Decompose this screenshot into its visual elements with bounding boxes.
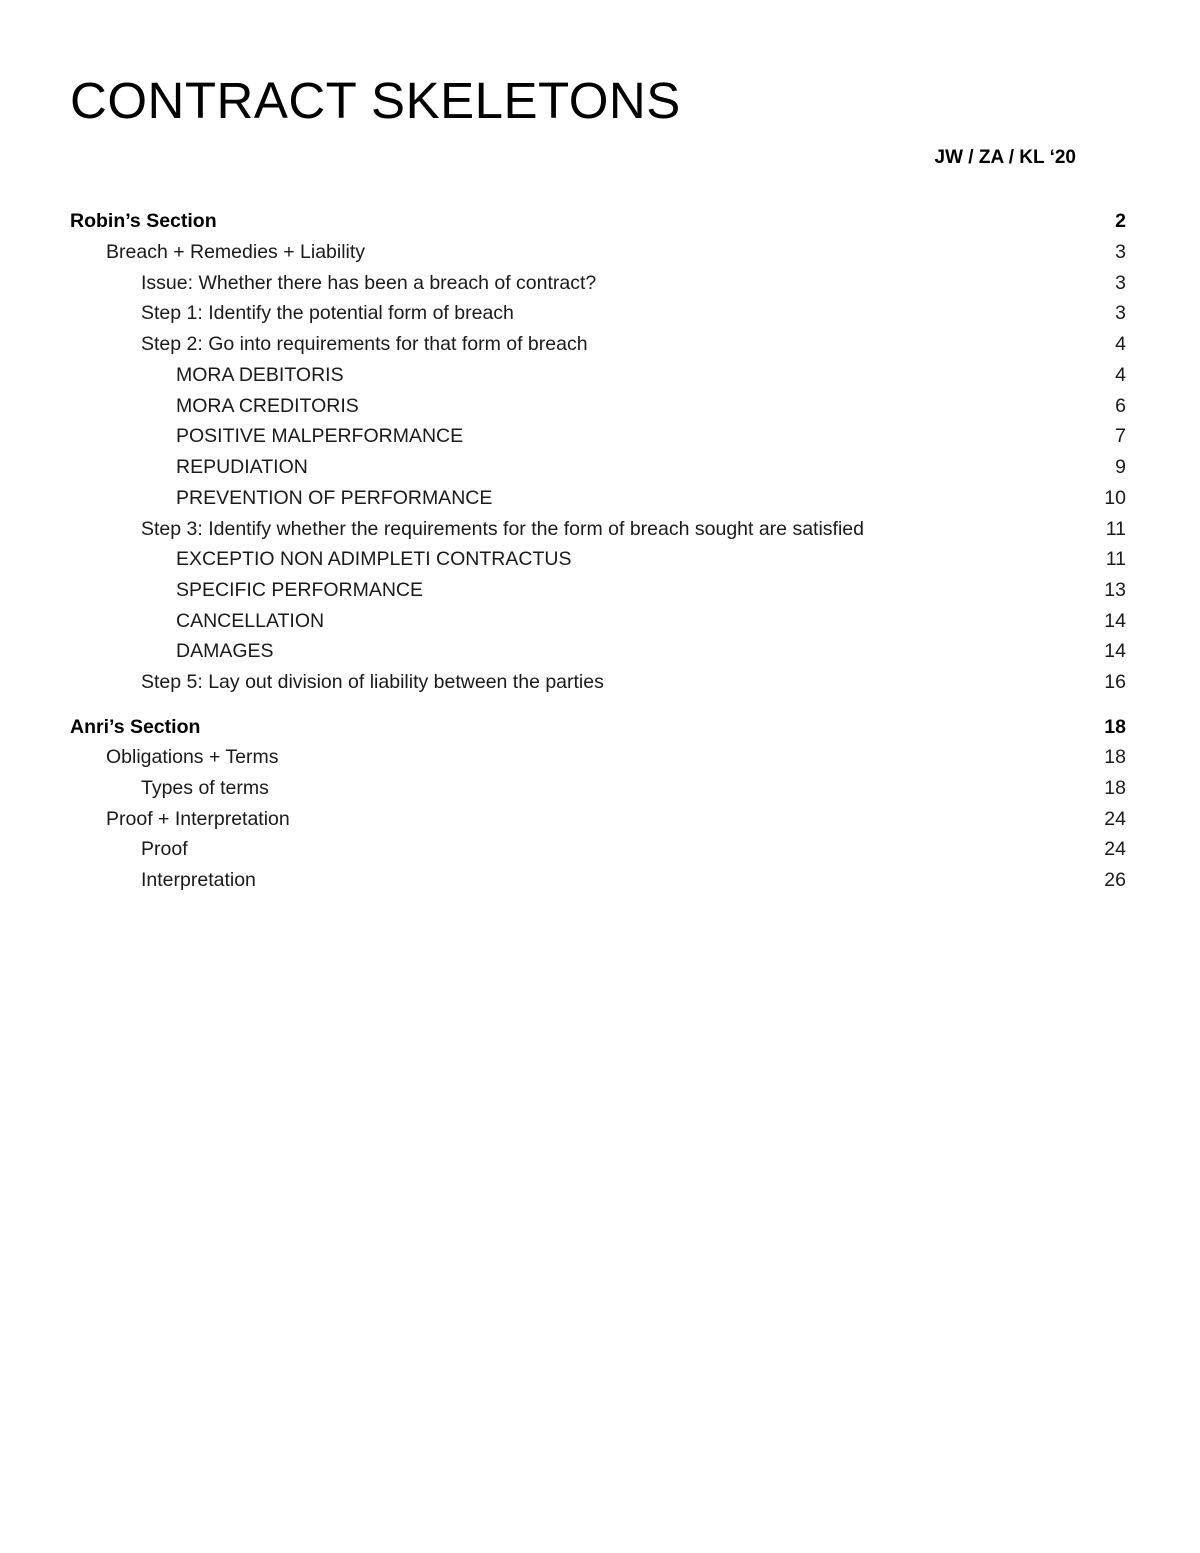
toc-entry-page: 24 — [1104, 808, 1126, 830]
toc-entry-page: 24 — [1104, 838, 1126, 860]
toc-entry-interpretation[interactable] — [70, 867, 1126, 893]
toc-entry-page: 3 — [1115, 302, 1126, 324]
toc-entry-page: 18 — [1104, 746, 1126, 768]
toc-entry-label: Obligations + Terms — [106, 746, 279, 768]
toc-entry-page: 14 — [1104, 640, 1126, 662]
toc-entry-step-2[interactable] — [70, 331, 1126, 357]
document-title: CONTRACT SKELETONS — [70, 72, 681, 129]
toc-entry-label: POSITIVE MALPERFORMANCE — [176, 425, 464, 447]
toc-entry-page: 18 — [1104, 777, 1126, 799]
toc-entry-step-1[interactable] — [70, 300, 1126, 326]
toc-entry-page: 16 — [1104, 671, 1126, 693]
table-of-contents — [70, 0, 1126, 900]
toc-entry-page: 10 — [1104, 487, 1126, 509]
toc-entry-proof-interpretation[interactable] — [70, 806, 1126, 832]
toc-entry-label: MORA CREDITORIS — [176, 395, 359, 417]
toc-entry-page: 13 — [1104, 579, 1126, 601]
toc-entry-label: Proof — [141, 838, 188, 860]
toc-entry-page: 11 — [1105, 518, 1126, 540]
toc-entry-step-5[interactable] — [70, 669, 1126, 695]
toc-entry-obligations-terms[interactable] — [70, 744, 1126, 770]
toc-entry-types-of-terms[interactable] — [70, 775, 1126, 801]
toc-entry-label: MORA DEBITORIS — [176, 364, 344, 386]
toc-entry-robins-section[interactable] — [70, 208, 1126, 234]
toc-entry-label: Interpretation — [141, 869, 256, 891]
toc-entry-page: 4 — [1115, 333, 1126, 355]
toc-entry-anris-section[interactable] — [70, 714, 1126, 740]
toc-entry-mora-creditoris[interactable] — [70, 393, 1126, 419]
toc-entry-label: PREVENTION OF PERFORMANCE — [176, 487, 493, 509]
toc-entry-label: Step 3: Identify whether the requirements for the form of breach sought are satisfied — [141, 518, 864, 540]
toc-entry-page: 3 — [1115, 241, 1126, 263]
toc-entry-label: Robin’s Section — [70, 210, 217, 232]
toc-entry-page: 11 — [1105, 548, 1126, 570]
toc-entry-page: 3 — [1115, 272, 1126, 294]
toc-entry-repudiation[interactable] — [70, 454, 1126, 480]
toc-entry-damages[interactable] — [70, 638, 1126, 664]
toc-entry-page: 6 — [1115, 395, 1126, 417]
toc-entry-prevention-of-performance[interactable] — [70, 485, 1126, 511]
toc-entry-positive-malperformance[interactable] — [70, 423, 1126, 449]
toc-entry-exceptio[interactable] — [70, 546, 1126, 572]
toc-entry-label: EXCEPTIO NON ADIMPLETI CONTRACTUS — [176, 548, 572, 570]
toc-entry-label: Issue: Whether there has been a breach of contract? — [141, 272, 597, 294]
toc-entry-label: Step 2: Go into requirements for that form of breach — [141, 333, 588, 355]
toc-entry-step-3[interactable] — [70, 516, 1126, 542]
toc-entry-proof[interactable] — [70, 836, 1126, 862]
toc-entry-page: 2 — [1115, 210, 1126, 232]
toc-entry-page: 26 — [1104, 869, 1126, 891]
toc-entry-page: 4 — [1115, 364, 1126, 386]
toc-entry-label: Step 5: Lay out division of liability between the parties — [141, 671, 604, 693]
toc-entry-page: 18 — [1104, 716, 1126, 738]
toc-entry-label: Breach + Remedies + Liability — [106, 241, 366, 263]
toc-entry-issue[interactable] — [70, 270, 1126, 296]
toc-entry-page: 14 — [1104, 610, 1126, 632]
toc-entry-label: Step 1: Identify the potential form of breach — [141, 302, 514, 324]
toc-entry-page: 9 — [1115, 456, 1126, 478]
toc-entry-label: REPUDIATION — [176, 456, 308, 478]
toc-entry-label: SPECIFIC PERFORMANCE — [176, 579, 424, 601]
toc-entry-mora-debitoris[interactable] — [70, 362, 1126, 388]
toc-entry-page: 7 — [1115, 425, 1126, 447]
authors-line: JW / ZA / KL ‘20 — [934, 147, 1076, 168]
toc-entry-label: Types of terms — [141, 777, 269, 799]
toc-entry-specific-performance[interactable] — [70, 577, 1126, 603]
toc-entry-label: Proof + Interpretation — [106, 808, 290, 830]
toc-entry-label: DAMAGES — [176, 640, 274, 662]
toc-entry-label: Anri’s Section — [70, 716, 201, 738]
toc-entry-label: CANCELLATION — [176, 610, 325, 632]
toc-entry-breach-remedies-liability[interactable] — [70, 239, 1126, 265]
toc-entry-cancellation[interactable] — [70, 608, 1126, 634]
